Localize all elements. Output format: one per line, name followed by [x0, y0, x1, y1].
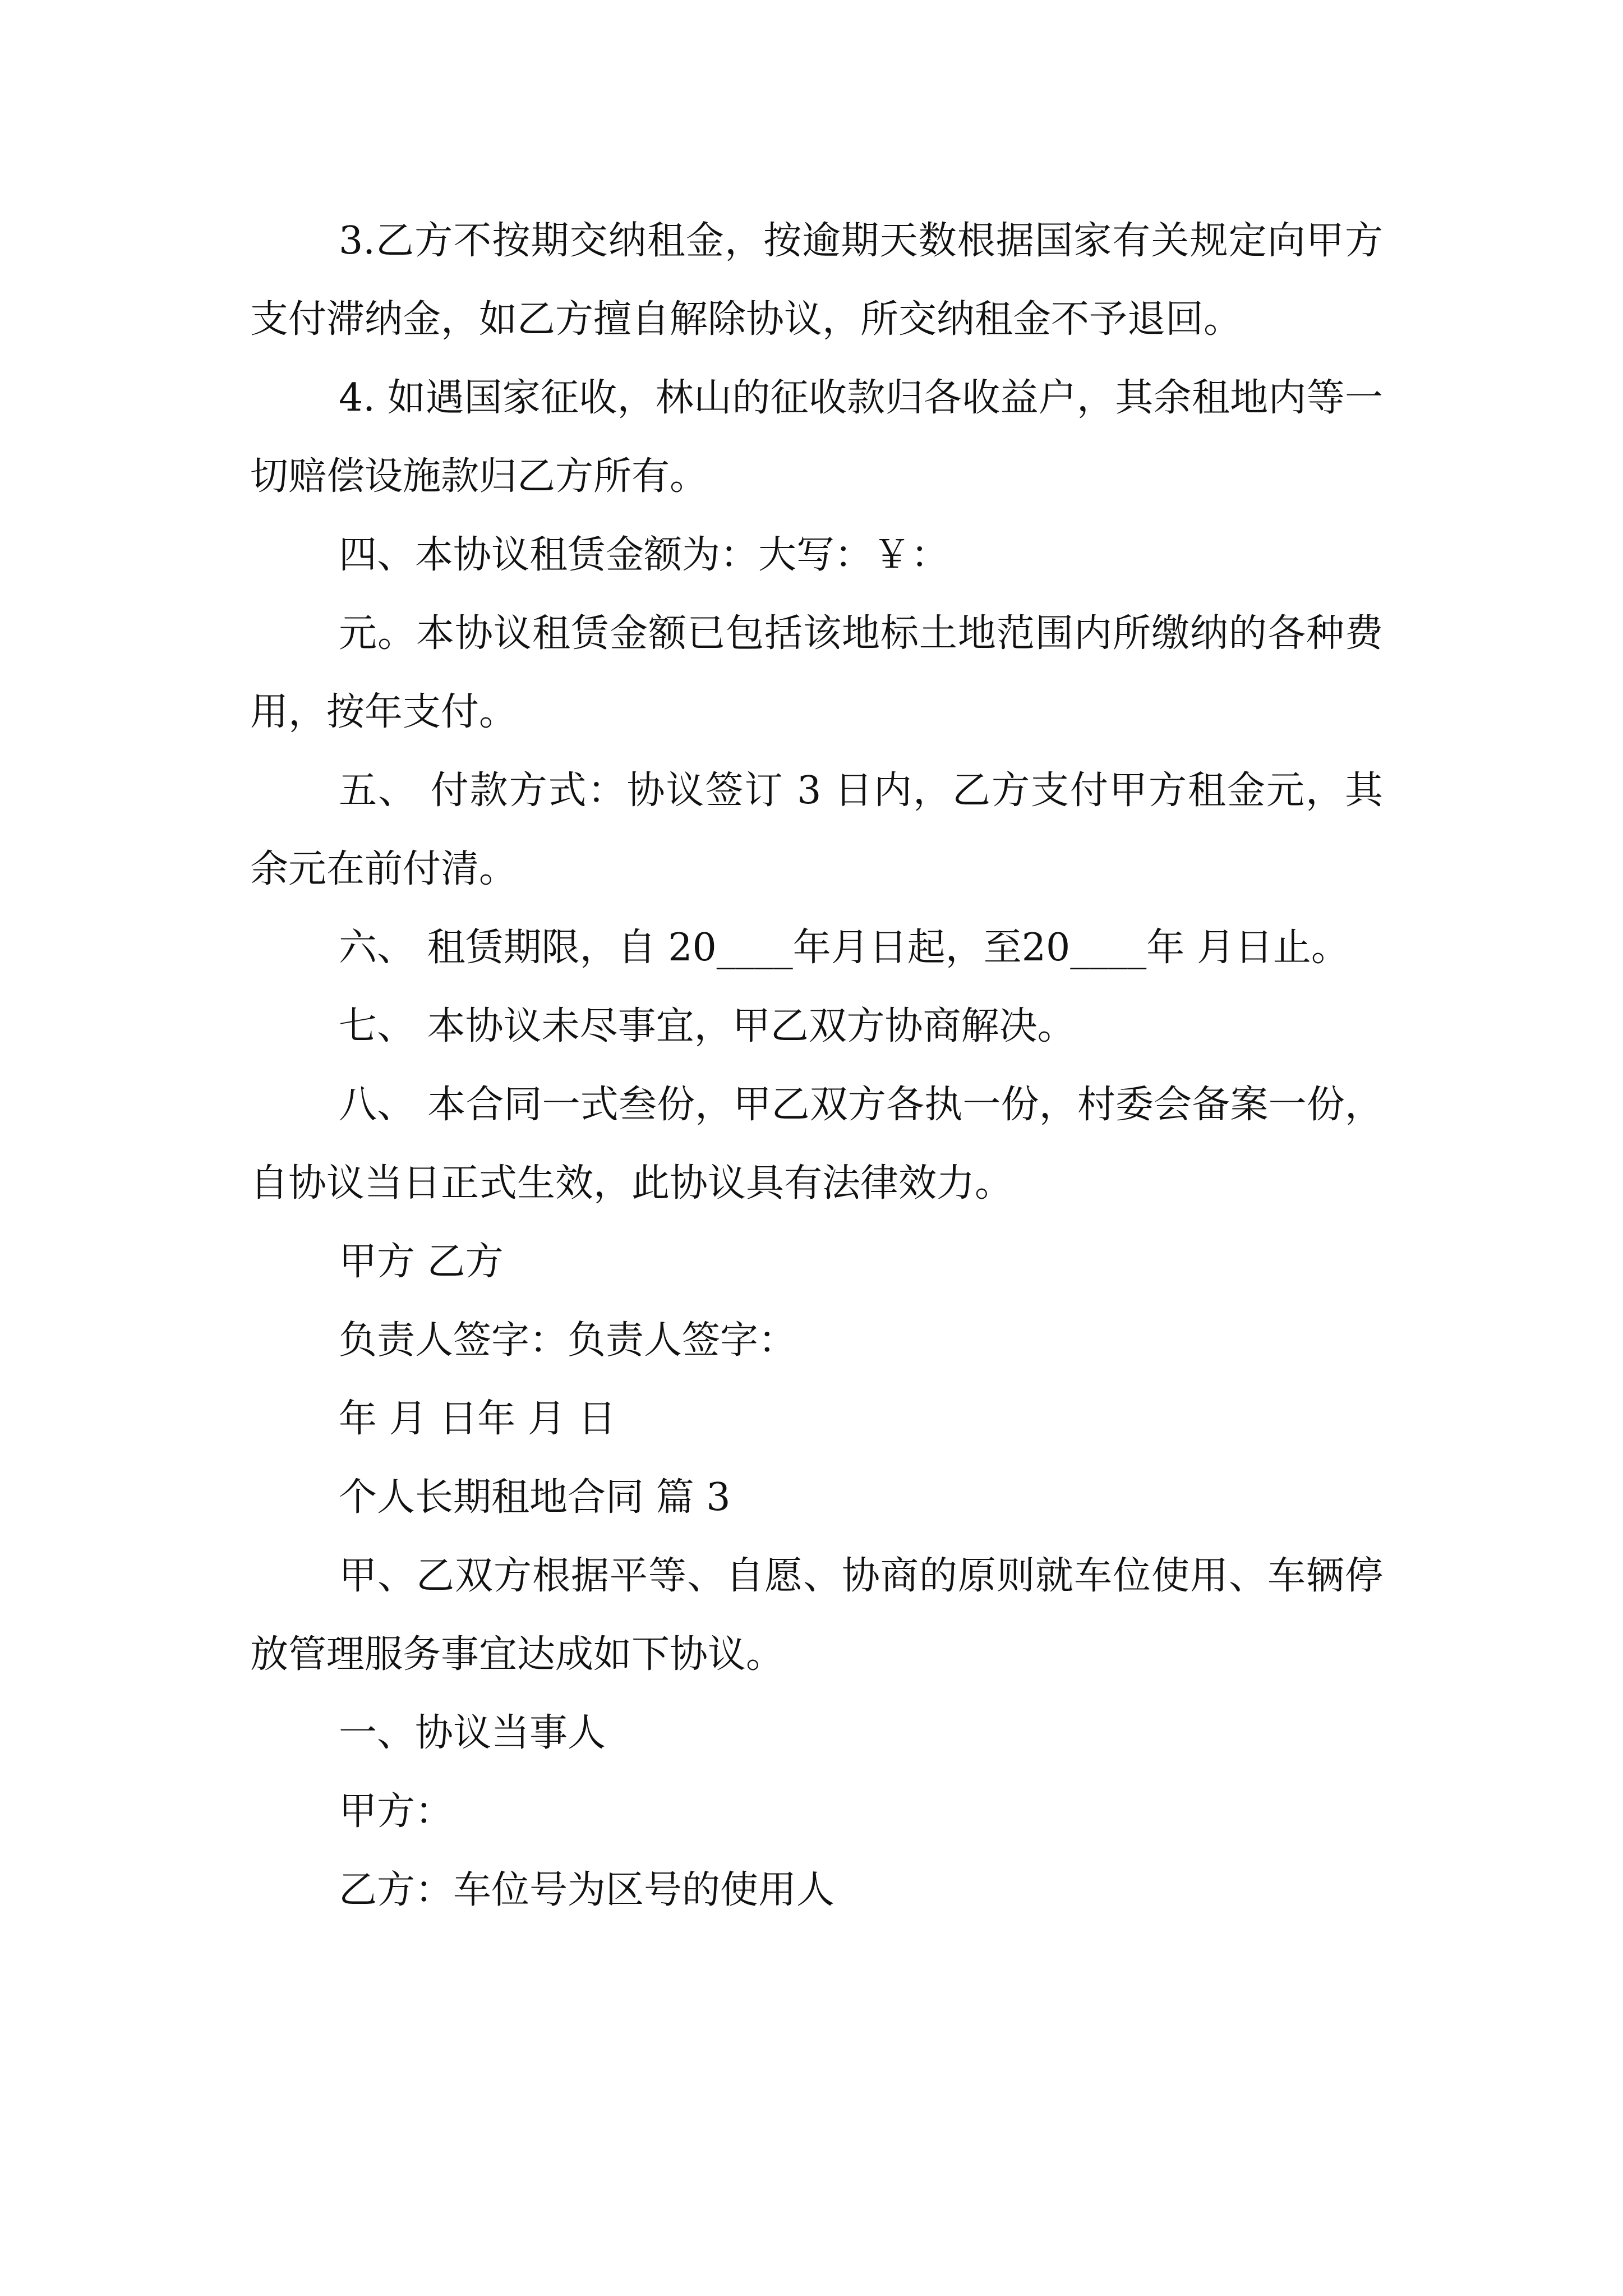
- party-labels: 甲方 乙方: [339, 1240, 504, 1284]
- party-a-line: 甲方：: [339, 1789, 454, 1834]
- clause-4-expropriation: 4. 如遇国家征收，林山的征收款归各收益户，其余租地内等一切赔偿设施款归乙方所有。: [250, 376, 1383, 499]
- date-lines: 年 月 日年 月 日: [339, 1397, 616, 1441]
- contract-heading: 个人长期租地合同 篇 3: [339, 1475, 731, 1520]
- rent-amount-details: 元。本协议租赁金额已包括该地标土地范围内所缴纳的各种费用，按年支付。: [250, 611, 1383, 734]
- section-7-other-matters: 七、 本协议未尽事宜，甲乙双方协商解决。: [339, 1004, 1076, 1048]
- section-4-rent-amount: 四、本协议租赁金额为：大写：￥：: [339, 533, 949, 577]
- party-b-line: 乙方：车位号为区号的使用人: [339, 1868, 835, 1912]
- section-6-lease-term: 六、 租赁期限，自 20____年月日起，至20____年 月日止。: [339, 926, 1349, 970]
- section-1-parties: 一、协议当事人: [339, 1711, 606, 1755]
- clause-3-late-payment: 3.乙方不按期交纳租金，按逾期天数根据国家有关规定向甲方支付滞纳金，如乙方擅自解除协议，所交纳租金不予退回。: [250, 219, 1383, 342]
- signature-lines: 负责人签字：负责人签字：: [339, 1318, 797, 1363]
- intro-paragraph: 甲、乙双方根据平等、自愿、协商的原则就车位使用、车辆停放管理服务事宜达成如下协议。: [250, 1554, 1383, 1677]
- section-8-copies: 八、 本合同一式叁份，甲乙双方各执一份，村委会备案一份，自协议当日正式生效，此协议具有法律效力。: [250, 1083, 1383, 1205]
- document-body: [250, 202, 1383, 1930]
- section-5-payment-method: 五、 付款方式：协议签订 3 日内，乙方支付甲方租金元，其余元在前付清。: [250, 769, 1383, 891]
